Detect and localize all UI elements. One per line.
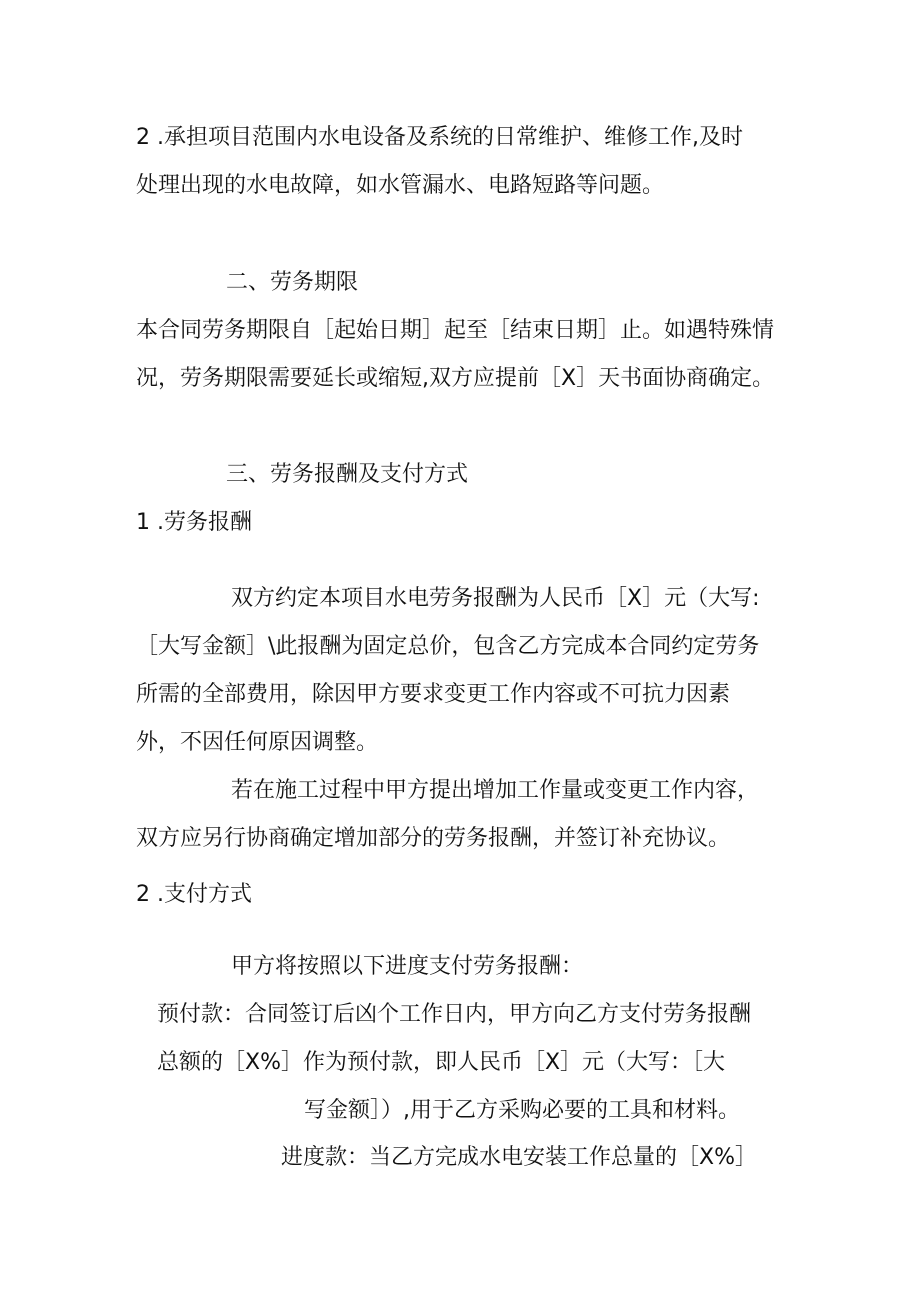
paragraph-4-line-2: 总额的［X%］作为预付款，即人民币［X］元（大写：［大 — [157, 1050, 726, 1075]
paragraph-2-line-1: 若在施工过程中甲方提出增加工作量或变更工作内容， — [231, 778, 760, 803]
paragraph-1-line-3: 所需的全部费用，除因甲方要求变更工作内容或不可抗力因素 — [136, 682, 731, 707]
paragraph-1-line-1: 双方约定本项目水电劳务报酬为人民币［X］元（大写: — [231, 586, 760, 611]
section-2-line-2: 况，劳务期限需要延长或缩短,双方应提前［X］天书面协商确定。 — [136, 366, 775, 391]
paragraph-1-line-4: 外，不因任何原因调整。 — [136, 730, 379, 755]
paragraph-5-line-1: 进度款：当乙方完成水电安装工作总量的［X%］ — [281, 1145, 757, 1170]
section-3-heading: 三、劳务报酬及支付方式 — [226, 462, 469, 487]
paragraph-3-line-1: 甲方将按照以下进度支付劳务报酬： — [231, 954, 584, 979]
subsection-1-title: 1 .劳务报酬 — [136, 510, 252, 535]
item-2-line-2: 处理出现的水电故障，如水管漏水、电路短路等问题。 — [136, 173, 665, 198]
section-2-line-1: 本合同劳务期限自［起始日期］起至［结束日期］止。如遇特殊情 — [136, 318, 775, 343]
paragraph-2-line-2: 双方应另行协商确定增加部分的劳务报酬，并签订补充协议。 — [136, 826, 731, 851]
paragraph-4-line-3: 写金额］）,用于乙方采购必要的工具和材料。 — [304, 1098, 740, 1123]
paragraph-1-line-2: ［大写金额］\此报酬为固定总价，包含乙方完成本合同约定劳务 — [136, 634, 760, 659]
paragraph-4-line-1: 预付款：合同签订后凶个工作日内，甲方向乙方支付劳务报酬 — [157, 1002, 752, 1027]
item-2-line-1: 2 .承担项目范围内水电设备及系统的日常维护、维修工作,及时 — [136, 125, 743, 150]
subsection-2-title: 2 .支付方式 — [136, 882, 252, 907]
section-2-heading: 二、劳务期限 — [226, 270, 359, 295]
